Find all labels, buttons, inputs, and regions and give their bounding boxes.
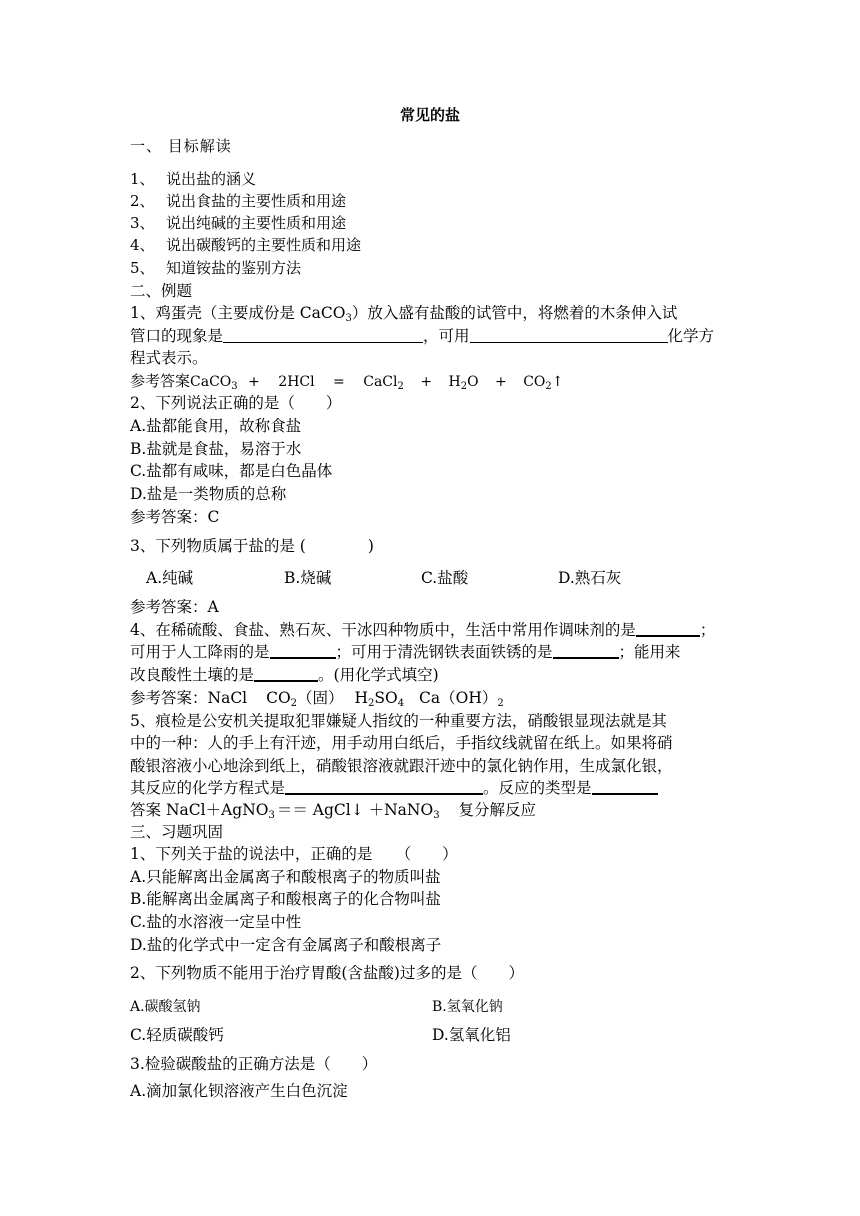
page-title: 常见的盐 (399, 106, 460, 124)
q2-stem: 2、下列说法正确的是（ ） (130, 394, 342, 412)
q1-line: 程式表示。 (130, 349, 208, 367)
q1-answer: 参考答案CaCO$_3$ + 2HCl = CaCl$_2$ + $H_2O$ + $CO_2↑$ (130, 372, 564, 392)
section-heading-goals: 一、 目标解读 (130, 137, 232, 155)
q4-answer: 参考答案：NaCl $CO_2$（固） $H_2SO_4$ $Ca(OH)_2$ (130, 689, 504, 709)
q3-option: B.烧碱 (284, 569, 332, 587)
goal-item: 2、 说出食盐的主要性质和用途 (130, 192, 347, 210)
ex2-option: B.氢氧化钠 (432, 999, 503, 1015)
q2-answer: 参考答案：C (130, 508, 220, 526)
answer-blank[interactable] (553, 641, 619, 659)
goal-item: 3、 说出纯碱的主要性质和用途 (130, 214, 347, 232)
q2-option: B.盐就是食盐，易溶于水 (130, 440, 302, 458)
q4-line: 4、在稀硫酸、食盐、熟石灰、干冰四种物质中，生活中常用作调味剂的是 ； (130, 621, 716, 639)
answer-blank[interactable] (285, 777, 483, 795)
ex2-option: A.碳酸氢钠 (130, 999, 201, 1015)
q1-line: 管口的现象是 ，可用 化学方 (130, 327, 715, 345)
q2-option: C.盐都有咸味，都是白色晶体 (130, 462, 333, 480)
q3-option: D.熟石灰 (558, 569, 622, 587)
q3-option: A.纯碱 (146, 569, 194, 587)
answer-blank[interactable] (270, 641, 336, 659)
goal-item: 5、 知道铵盐的鉴别方法 (130, 259, 302, 277)
q5-line: 5、痕检是公安机关提取犯罪嫌疑人指纹的一种重要方法，硝酸银显现法就是其 (130, 712, 667, 730)
q3-stem: 3、下列物质属于盐的是 ( ) (130, 537, 374, 555)
ex1-option: C.盐的水溶液一定呈中性 (130, 913, 302, 931)
section-heading-exercises: 三、习题巩固 (130, 823, 224, 841)
q5-line: 中的一种：人的手上有汗迹，用手动用白纸后，手指纹线就留在纸上。如果将硝 (130, 734, 673, 752)
answer-blank[interactable] (636, 619, 700, 637)
goal-item: 1、 说出盐的涵义 (130, 170, 257, 188)
q5-line: 酸银溶液小心地涂到纸上，硝酸银溶液就跟汗迹中的氯化钠作用，生成氯化银， (130, 757, 673, 775)
answer-blank[interactable] (470, 326, 668, 343)
ex1-stem: 1、下列关于盐的说法中，正确的是 （ ） (130, 845, 458, 863)
q5-line: 其反应的化学方程式是 。反应的类型是 (130, 777, 734, 799)
q4-line: 改良酸性土壤的是 。(用化学式填空) (130, 666, 439, 684)
answer-blank[interactable] (592, 777, 658, 795)
ex2-stem: 2、下列物质不能用于治疗胃酸(含盐酸)过多的是（ ） (130, 964, 524, 982)
ex1-option: A.只能解离出金属离子和酸根离子的物质叫盐 (130, 868, 441, 886)
q3-answer: 参考答案：A (130, 598, 219, 616)
ex1-option: D.盐的化学式中一定含有金属离子和酸根离子 (130, 936, 442, 954)
ex3-option: A.滴加氯化钡溶液产生白色沉淀 (130, 1082, 348, 1100)
answer-blank[interactable] (223, 326, 423, 343)
q2-option: D.盐是一类物质的总称 (130, 485, 287, 503)
ex2-option: D.氢氧化铝 (432, 1026, 511, 1044)
section-heading-examples: 二、例题 (130, 282, 193, 300)
ex1-option: B.能解离出金属离子和酸根离子的化合物叫盐 (130, 890, 441, 908)
q4-line: 可用于人工降雨的是 ；可用于清洗钢铁表面铁锈的是 ；能用来 (130, 643, 681, 661)
answer-blank[interactable] (254, 664, 318, 682)
q5-answer: 答案 NaCl＋AgNO$_3$ ＝＝ AgCl↓ ＋NaNO$_3$ 复分解反应 (130, 801, 537, 821)
q2-option: A.盐都能食用，故称食盐 (130, 417, 302, 435)
q1-line: 1、鸡蛋壳（主要成份是 CaCO$_3$）放入盛有盐酸的试管中，将燃着的木条伸入试 (130, 304, 678, 324)
q3-option: C.盐酸 (421, 569, 469, 587)
goal-item: 4、 说出碳酸钙的主要性质和用途 (130, 236, 362, 254)
ex2-option: C.轻质碳酸钙 (130, 1026, 224, 1044)
ex3-stem: 3.检验碳酸盐的正确方法是（ ） (130, 1055, 378, 1073)
